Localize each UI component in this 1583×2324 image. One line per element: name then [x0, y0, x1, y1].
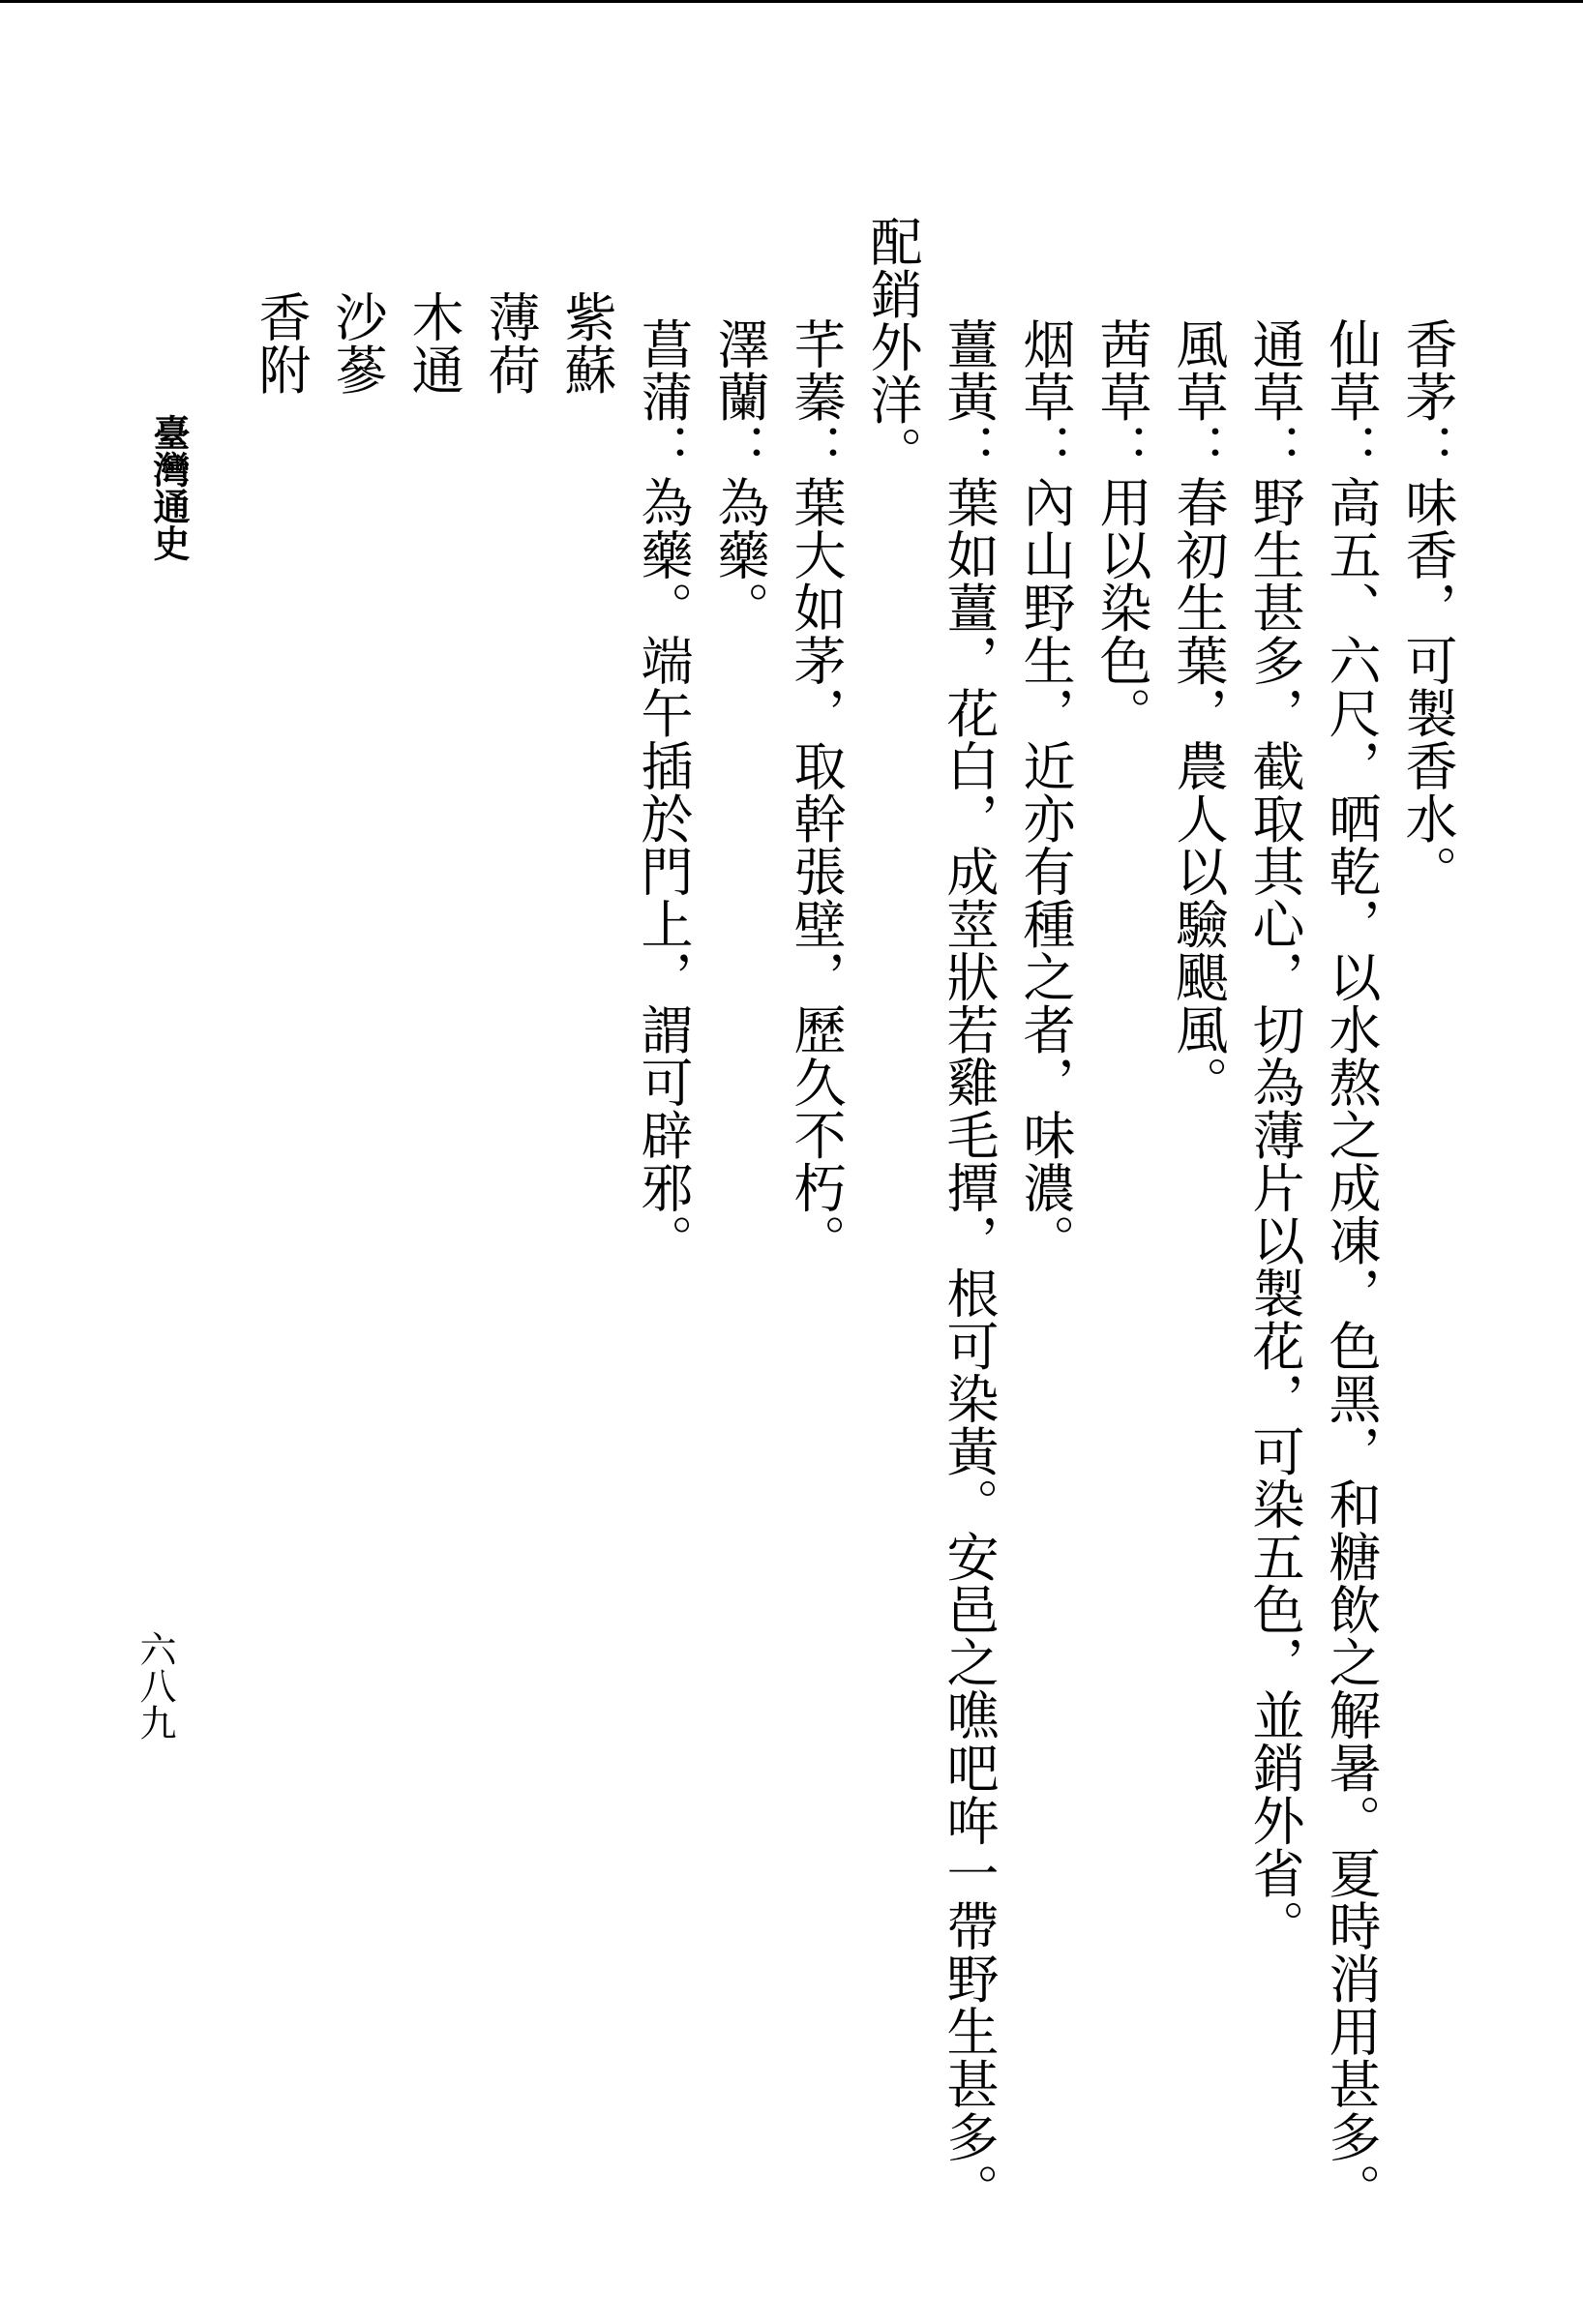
text-column-5: 茜草：用以染色。 [1091, 317, 1152, 739]
text-column-10: 澤蘭：為藥。 [709, 317, 770, 634]
running-head-title: 臺灣通史 [147, 414, 191, 561]
text-column-15: 沙蔘 [327, 290, 388, 396]
text-column-14: 木通 [403, 290, 464, 396]
text-column-11: 菖蒲：為藥。端午插於門上，謂可辟邪。 [633, 317, 694, 1266]
text-column-9: 芊蓁：葉大如茅，取幹張壁，歷久不朽。 [786, 317, 847, 1266]
top-border-line [0, 0, 1583, 3]
text-column-12: 紫蘇 [556, 290, 617, 396]
text-column-3: 通草：野生甚多，截取其心，切為薄片以製花，可染五色，並銷外省。 [1244, 317, 1305, 1952]
text-column-8: 配銷外洋。 [862, 215, 923, 479]
page-number: 六八九 [134, 1630, 176, 1741]
text-column-6: 烟草：內山野生，近亦有種之者，味濃。 [1015, 317, 1076, 1266]
text-column-1: 香茅：味香，可製香水。 [1397, 317, 1458, 898]
text-column-7: 薑黃：葉如薑，花白，成莖狀若雞毛撢，根可染黃。安邑之噍吧哖一帶野生甚多。 [939, 317, 1000, 2216]
text-column-2: 仙草：高五、六尺，晒乾，以水熬之成凍，色黑，和糖飲之解暑。夏時消用甚多。 [1321, 317, 1382, 2216]
text-column-16: 香附 [251, 290, 312, 396]
text-column-4: 風草：春初生葉，農人以驗颶風。 [1168, 317, 1229, 1109]
text-column-13: 薄荷 [480, 290, 541, 396]
